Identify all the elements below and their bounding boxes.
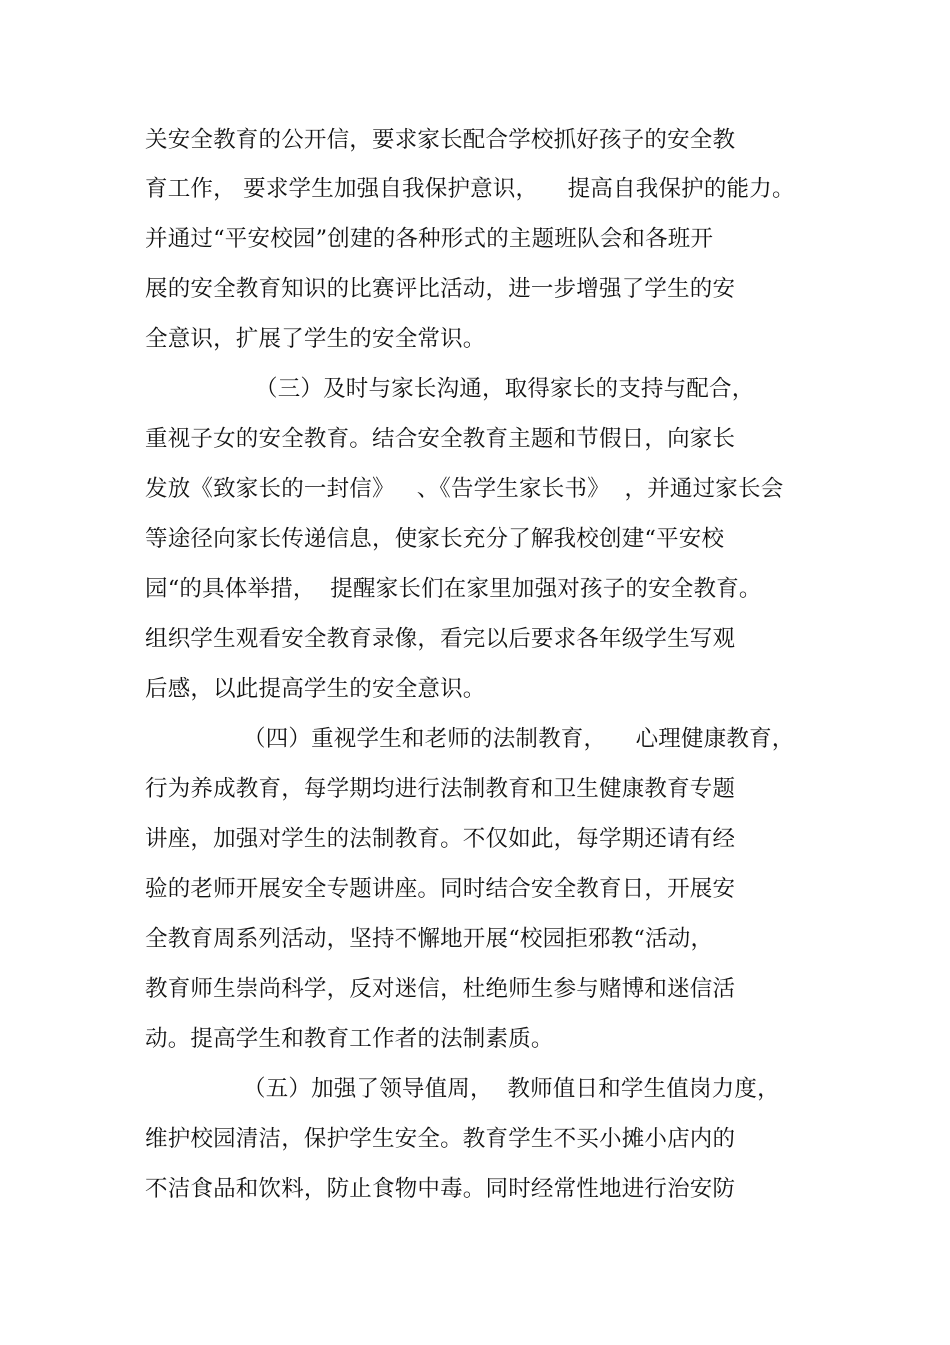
section-heading-3: （三）及时与家长沟通，取得家长的支持与配合，: [255, 376, 755, 402]
text-line: 并通过“平安校园”创建的各种形式的主题班队会和各班开: [145, 226, 714, 252]
text-line: 组织学生观看安全教育录像，看完以后要求各年级学生写观: [145, 626, 736, 652]
text-line: 重视子女的安全教育。结合安全教育主题和节假日，向家长: [145, 426, 736, 452]
text-line: 全意识，扩展了学生的安全常识。: [145, 326, 486, 352]
text-line: 后感，以此提高学生的安全意识。: [145, 676, 486, 702]
text-line: 园“的具体举措， 提醒家长们在家里加强对孩子的安全教育。: [145, 576, 762, 602]
section-heading-5: （五）加强了领导值周， 教师值日和学生值岗力度，: [243, 1076, 780, 1102]
text-line: 全教育周系列活动，坚持不懈地开展“校园拒邪教“活动，: [145, 926, 714, 952]
text-line: 展的安全教育知识的比赛评比活动，进一步增强了学生的安: [145, 276, 736, 302]
text-line: 验的老师开展安全专题讲座。同时结合安全教育日，开展安: [145, 876, 736, 902]
text-line: 维护校园清洁，保护学生安全。教育学生不买小摊小店内的: [145, 1126, 736, 1152]
text-line: 不洁食品和饮料，防止食物中毒。同时经常性地进行治安防: [145, 1176, 736, 1202]
text-line: 育工作， 要求学生加强自我保护意识， 提高自我保护的能力。: [145, 176, 795, 202]
text-line: 等途径向家长传递信息，使家长充分了解我校创建“平安校: [145, 526, 725, 552]
text-line: 行为养成教育，每学期均进行法制教育和卫生健康教育专题: [145, 776, 736, 802]
text-line: 发放《致家长的一封信》 、《告学生家长书》 ，并通过家长会: [145, 476, 784, 502]
text-line: 教育师生崇尚科学，反对迷信，杜绝师生参与赌博和迷信活: [145, 976, 736, 1002]
text-line: 关安全教育的公开信，要求家长配合学校抓好孩子的安全教: [145, 127, 736, 153]
section-heading-4: （四）重视学生和老师的法制教育， 心理健康教育，: [243, 726, 795, 752]
text-line: 讲座，加强对学生的法制教育。不仅如此，每学期还请有经: [145, 826, 736, 852]
text-line: 动。提高学生和教育工作者的法制素质。: [145, 1026, 554, 1052]
